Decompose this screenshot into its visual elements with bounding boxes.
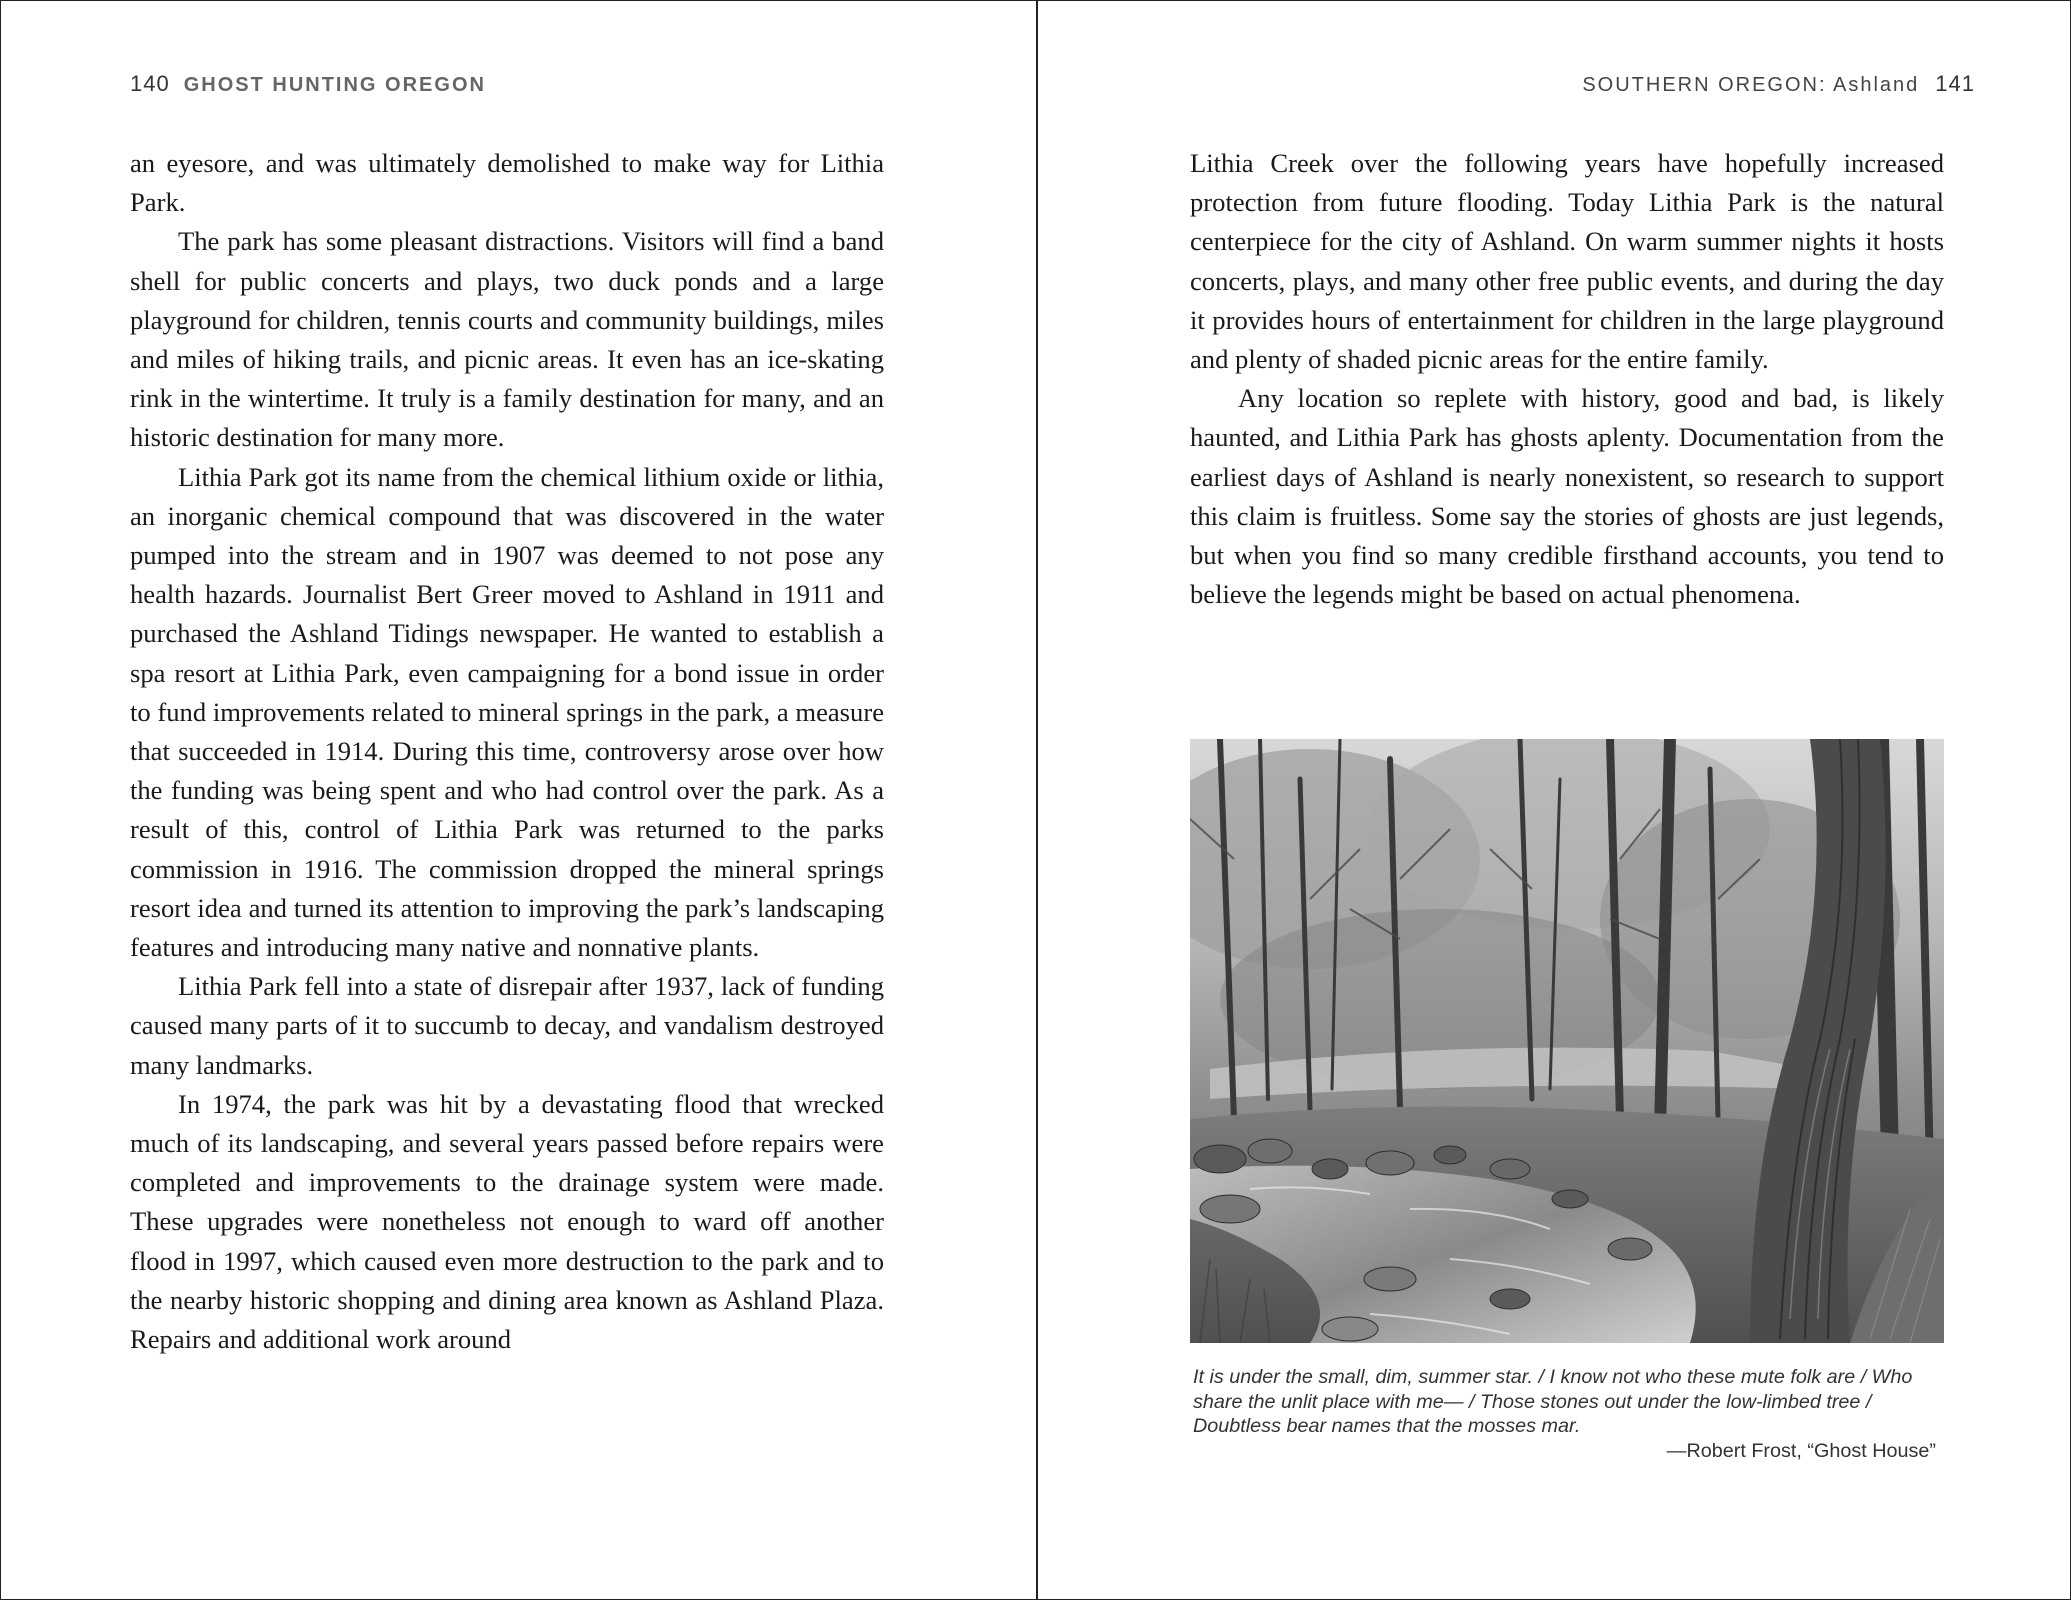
right-running-head [1582, 71, 1975, 97]
paragraph: Lithia Park fell into a state of disrepair after 1937, lack of funding caused many parts of it to succumb to decay, and vandalism destroyed many landmarks. [130, 971, 884, 1080]
right-page-number: 141 [1935, 71, 1975, 96]
paragraph: The park has some pleasant distractions. Visitors will find a band shell for public concerts and plays, two duck ponds and a large playground for children, tennis courts and community buildings, miles and miles of hiking trails, and picnic areas. It even has an ice-skating rink in the wintertime. It truly is a family destination for many, and an historic destination for many more. [130, 226, 884, 453]
paragraph: an eyesore, and was ultimately demolished to make way for Lithia Park. [130, 148, 884, 218]
left-running-head [130, 71, 486, 97]
left-body-text [130, 144, 884, 1359]
right-page [1038, 1, 2071, 1599]
paragraph: Lithia Creek over the following years have hopefully increased protection from future flooding. Today Lithia Park is the natural centerpiece for the city of Ashland. On warm summer nights it hosts concerts, plays, and many other free public events, and during the day it provides hours of entertainment for children in the large playground and plenty of shaded picnic areas for the entire family. [1190, 148, 1944, 375]
caption-quote: It is under the small, dim, summer star. / I know not who these mute folk are / Who share the unlit place with me— / Those stones out under the low-limbed tree / Doubtless bear names that the mosses mar. [1193, 1366, 1913, 1437]
left-running-title: GHOST HUNTING OREGON [183, 74, 486, 96]
left-page-number: 140 [130, 71, 170, 96]
forest-creek-photo [1190, 739, 1944, 1343]
paragraph: Any location so replete with history, good and bad, is likely haunted, and Lithia Park has ghosts aplenty. Documentation from the earliest days of Ashland is nearly nonexistent, so research to support this claim is fruitless. Some say the stories of ghosts are just legends, but when you find so many credible firsthand accounts, you tend to believe the legends might be based on actual phenomena. [1190, 383, 1944, 610]
caption-attribution: —Robert Frost, “Ghost House” [1666, 1439, 1936, 1462]
right-body-text [1190, 144, 1944, 614]
left-page [1, 1, 1035, 1599]
paragraph: Lithia Park got its name from the chemical lithium oxide or lithia, an inorganic chemical compound that was discovered in the water pumped into the stream and in 1907 was deemed to not pose any health hazards. Journalist Bert Greer moved to Ashland in 1911 and purchased the Ashland Tidings newspaper. He wanted to establish a spa resort at Lithia Park, even campaigning for a bond issue in order to fund improvements related to mineral springs in the park, a measure that succeeded in 1914. During this time, controversy arose over how the funding was being spent and who had control over the park. As a result of this, control of Lithia Park was returned to the parks commission in 1916. The commission dropped the mineral springs resort idea and turned its attention to improving the park’s landscaping features and introducing many native and nonnative plants. [130, 461, 884, 963]
paragraph: In 1974, the park was hit by a devastating flood that wrecked much of its landscaping, and several years passed before repairs were completed and improvements to the drainage system were made. These upgrades were nonetheless not enough to ward off another flood in 1997, which caused even more destruction to the park and to the nearby historic shopping and dining area known as Ashland Plaza. Repairs and additional work around [130, 1088, 884, 1355]
photo-caption [1193, 1365, 1944, 1463]
right-running-title: SOUTHERN OREGON: Ashland [1582, 74, 1920, 96]
